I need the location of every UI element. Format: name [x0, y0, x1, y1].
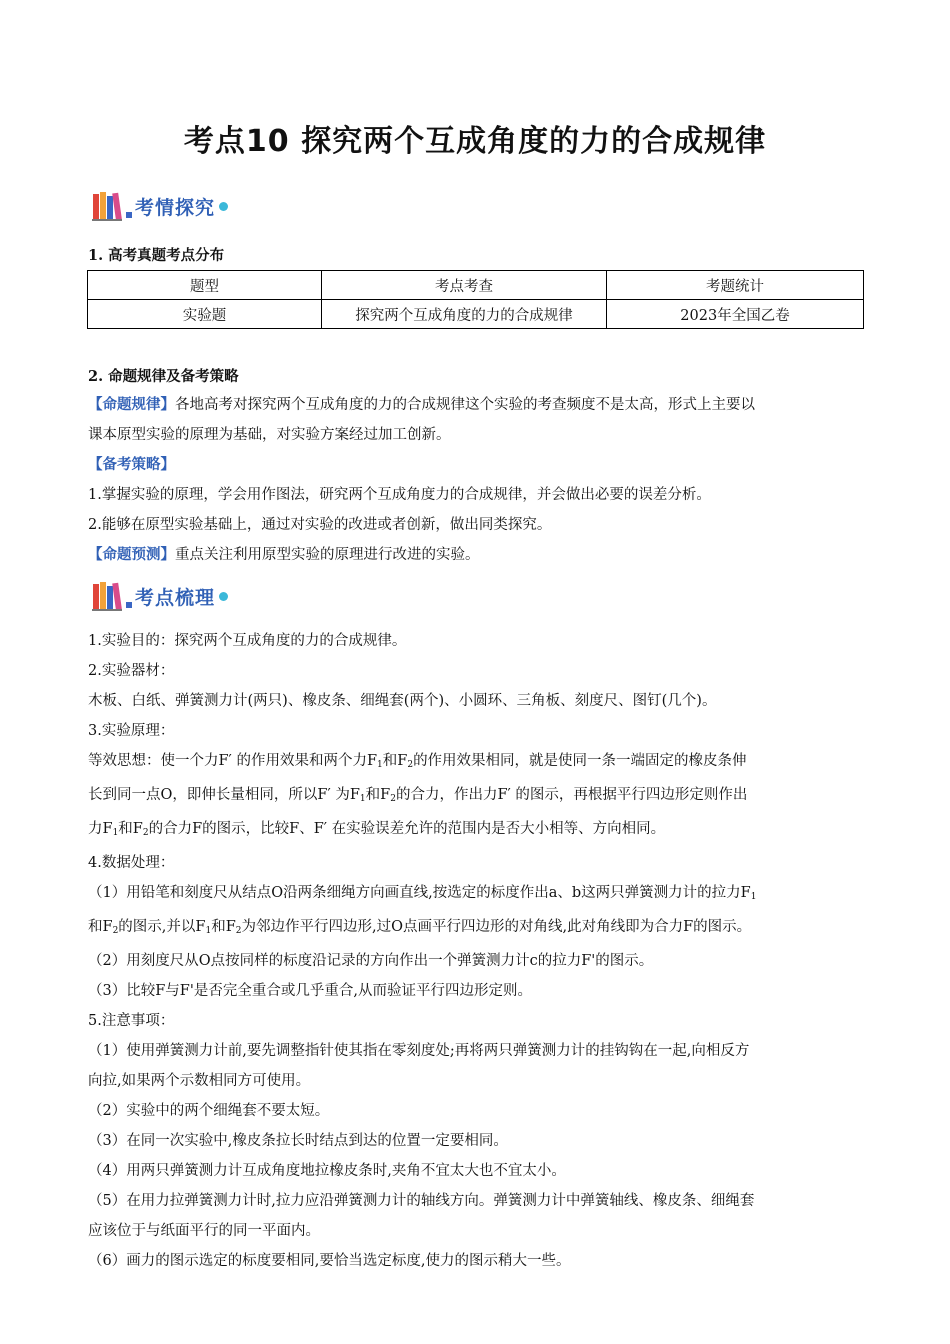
rule-line [88, 390, 866, 420]
section-banner-knowledge [92, 578, 228, 614]
table-header-cell: 题型 [88, 271, 322, 300]
rule-tag: 【命题规律】 [88, 396, 175, 413]
body-line: 应该位于与纸面平行的同一平面内。 [88, 1223, 320, 1239]
body-line: 木板、白纸、弹簧测力计(两只)、橡皮条、细绳套(两个)、小圆环、三角板、刻度尺、图钉(几个)。 [88, 693, 717, 709]
body-line: 4.数据处理： [88, 855, 175, 871]
table-header-cell: 考点考查 [322, 271, 607, 300]
body-line: 向拉,如果两个示数相同方可使用。 [88, 1073, 311, 1089]
banner-square-dot [126, 212, 132, 218]
body-line: （2）实验中的两个细绳套不要太短。 [88, 1103, 330, 1119]
table-header-cell: 考题统计 [607, 271, 864, 300]
books-icon [92, 191, 124, 221]
strategy-item-1: 1.掌握实验的原理，学会用作图法，研究两个互成角度力的合成规律，并会做出必要的误差分析。 [88, 487, 711, 503]
body-line: 和$F_2$的图示,并以$F_1$和$F_2$为邻边作平行四边形,过O点画平行四边形的对角线,此对角线即为合力F的图示。 [88, 919, 752, 936]
banner-title: 考点梳理 [135, 586, 216, 609]
body-line: （2）用刻度尺从O点按同样的标度沿记录的方向作出一个弹簧测力计c的拉力F'的图示。 [88, 953, 654, 969]
knowledge-body [88, 626, 866, 1276]
body-line: （5）在用力拉弹簧测力计时,拉力应沿弹簧测力计的轴线方向。弹簧测力计中弹簧轴线、橡皮条、细绳套 [88, 1193, 755, 1209]
strategy-item-2: 2.能够在原型实验基础上，通过对实验的改进或者创新，做出同类探究。 [88, 517, 552, 533]
section-heading-strategy: 2. 命题规律及备考策略 [88, 368, 239, 385]
body-line: 2.实验器材： [88, 663, 175, 679]
table-header-row [88, 271, 864, 300]
section-heading-distribution: 1. 高考真题考点分布 [88, 247, 225, 264]
page-title: 考点10 探究两个互成角度的力的合成规律 [183, 124, 767, 159]
body-line: （3）比较F与F'是否完全重合或几乎重合,从而验证平行四边形定则。 [88, 983, 532, 999]
strategy-block [88, 390, 866, 570]
body-line: （1）使用弹簧测力计前,要先调整指针使其指在零刻度处;再将两只弹簧测力计的挂钩钩在一起,向相反方 [88, 1043, 750, 1059]
table-cell: 2023年全国乙卷 [607, 300, 864, 329]
predict-tag: 【命题预测】 [88, 546, 175, 563]
strategy-tag-line [88, 450, 866, 480]
exam-distribution-table [87, 270, 864, 329]
body-line: 3.实验原理： [88, 723, 175, 739]
body-line: （6）画力的图示选定的标度要相同,要恰当选定标度,使力的图示稍大一些。 [88, 1253, 571, 1269]
banner-dot-icon [219, 202, 228, 211]
banner-dot-icon [219, 592, 228, 601]
rule-line-2: 课本原型实验的原理为基础，对实验方案经过加工创新。 [88, 427, 451, 443]
table-cell: 探究两个互成角度的力的合成规律 [322, 300, 607, 329]
banner-title: 考情探究 [135, 196, 216, 219]
predict-text: 重点关注利用原型实验的原理进行改进的实验。 [175, 547, 480, 563]
banner-square-dot [126, 602, 132, 608]
body-line: （1）用铅笔和刻度尺从结点O沿两条细绳方向画直线,按选定的标度作出a、b这两只弹簧测力计的拉力$F_1$ [88, 885, 757, 902]
table-row [88, 300, 864, 329]
body-line: 1.实验目的：探究两个互成角度的力的合成规律。 [88, 633, 407, 649]
table-cell: 实验题 [88, 300, 322, 329]
books-icon [92, 581, 124, 611]
body-line: 力$F_1$和$F_2$的合力F的图示，比较F、F′ 在实验误差允许的范围内是否大小相等、方向相同。 [88, 821, 666, 838]
body-line: （4）用两只弹簧测力计互成角度地拉橡皮条时,夹角不宜太大也不宜太小。 [88, 1163, 566, 1179]
body-line: 等效思想：使一个力F′ 的作用效果和两个力$F_1$和$F_2$的作用效果相同，就是使同一条一端固定的橡皮条伸 [88, 753, 747, 770]
predict-line [88, 540, 866, 570]
body-line: 5.注意事项： [88, 1013, 175, 1029]
section-banner-exam-analysis [92, 188, 228, 224]
rule-text: 各地高考对探究两个互成角度的力的合成规律这个实验的考查频度不是太高，形式上主要以 [175, 397, 755, 413]
body-line: 长到同一点O，即伸长量相同，所以F′ 为$F_1$和$F_2$的合力，作出力F′ 的图示，再根据平行四边形定则作出 [88, 787, 748, 804]
body-line: （3）在同一次实验中,橡皮条拉长时结点到达的位置一定要相同。 [88, 1133, 508, 1149]
strategy-tag: 【备考策略】 [88, 456, 175, 473]
